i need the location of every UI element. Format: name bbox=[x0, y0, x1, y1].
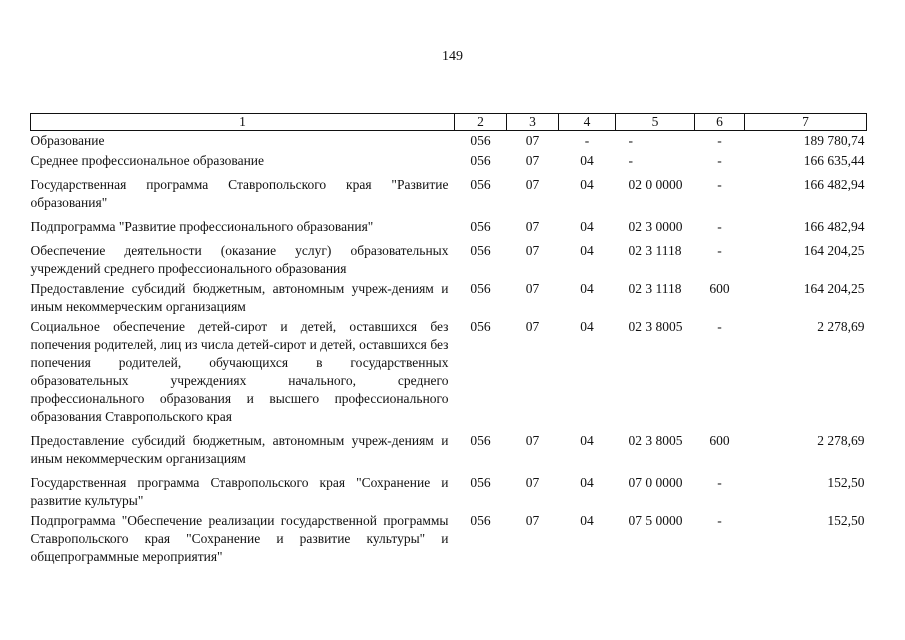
row-name-cell: Социальное обеспечение детей-сирот и детей, оставшихся без попечения родителей, лиц из числа детей-сирот и детей, оставшихся без попечения родителей, обучающихся в государственных образовательных учреждениях начального, среднего профессионального образования и высшего профессионального образования Ставропольского края bbox=[30, 319, 449, 424]
target-article-cell: 02 3 1118 bbox=[628, 281, 682, 296]
target-article-cell: 02 3 8005 bbox=[628, 319, 683, 334]
section-code-cell: 056 bbox=[470, 243, 491, 258]
target-article-cell: 02 3 8005 bbox=[628, 433, 683, 448]
row-name-cell: Предоставление субсидий бюджетным, автономным учреж-дениям и иным некоммерческим организациям bbox=[30, 281, 449, 314]
amount-cell: 2 278,69 bbox=[817, 433, 865, 448]
subsection-code-cell: 04 bbox=[580, 219, 594, 234]
expense-type-cell: - bbox=[717, 475, 722, 490]
target-article-cell: 02 0 0000 bbox=[628, 177, 683, 192]
row-name-cell: Подпрограмма "Развитие профессионального образования" bbox=[30, 219, 374, 234]
table-row bbox=[31, 241, 867, 279]
row-name-cell: Среднее профессиональное образование bbox=[30, 153, 265, 168]
subsection-code-cell: 04 bbox=[580, 513, 594, 528]
table-row bbox=[31, 317, 867, 431]
target-article-cell: 02 3 1118 bbox=[628, 243, 682, 258]
amount-cell: 166 635,44 bbox=[803, 153, 865, 168]
subsection-code-cell: 04 bbox=[580, 433, 594, 448]
subsection-code-cell: 04 bbox=[580, 319, 594, 334]
table-row bbox=[31, 175, 867, 217]
amount-cell: 152,50 bbox=[827, 513, 865, 528]
amount-cell: 2 278,69 bbox=[817, 319, 865, 334]
row-name-cell: Предоставление субсидий бюджетным, автономным учреж-дениям и иным некоммерческим организациям bbox=[30, 433, 449, 466]
chapter-code-cell: 07 bbox=[525, 243, 540, 258]
target-article-cell: 07 5 0000 bbox=[628, 513, 683, 528]
chapter-code-cell: 07 bbox=[525, 133, 540, 148]
amount-cell: 164 204,25 bbox=[803, 243, 865, 258]
target-article-cell: - bbox=[628, 133, 633, 148]
subsection-code-cell: 04 bbox=[580, 281, 594, 296]
table-body bbox=[31, 131, 867, 568]
chapter-code-cell: 07 bbox=[525, 475, 540, 490]
row-name-cell: Образование bbox=[30, 133, 105, 148]
column-header: 7 bbox=[745, 114, 867, 131]
table-row bbox=[31, 473, 867, 511]
amount-cell: 166 482,94 bbox=[803, 177, 865, 192]
expense-type-cell: - bbox=[717, 319, 722, 334]
chapter-code-cell: 07 bbox=[525, 219, 540, 234]
row-name-cell: Подпрограмма "Обеспечение реализации государственной программы Ставропольского края "Сохранение и развитие культуры" и общепрограммные мероприятия" bbox=[30, 513, 449, 564]
column-header: 3 bbox=[507, 114, 559, 131]
chapter-code-cell: 07 bbox=[525, 153, 540, 168]
section-code-cell: 056 bbox=[470, 319, 491, 334]
column-header: 4 bbox=[559, 114, 616, 131]
row-name-cell: Государственная программа Ставропольского края "Сохранение и развитие культуры" bbox=[30, 475, 449, 508]
expense-type-cell: - bbox=[717, 243, 722, 258]
target-article-cell: 02 3 0000 bbox=[628, 219, 683, 234]
section-code-cell: 056 bbox=[470, 281, 491, 296]
chapter-code-cell: 07 bbox=[525, 281, 540, 296]
page-number: 149 bbox=[442, 49, 463, 64]
amount-cell: 189 780,74 bbox=[803, 133, 865, 148]
amount-cell: 164 204,25 bbox=[803, 281, 865, 296]
subsection-code-cell: 04 bbox=[580, 475, 594, 490]
section-code-cell: 056 bbox=[470, 153, 491, 168]
target-article-cell: 07 0 0000 bbox=[628, 475, 683, 490]
chapter-code-cell: 07 bbox=[525, 433, 540, 448]
section-code-cell: 056 bbox=[470, 433, 491, 448]
expense-type-cell: - bbox=[717, 177, 722, 192]
amount-cell: 166 482,94 bbox=[803, 219, 865, 234]
table-row bbox=[31, 431, 867, 473]
subsection-code-cell: 04 bbox=[580, 177, 594, 192]
amount-cell: 152,50 bbox=[827, 475, 865, 490]
subsection-code-cell: - bbox=[584, 133, 590, 148]
section-code-cell: 056 bbox=[470, 513, 491, 528]
subsection-code-cell: 04 bbox=[580, 243, 594, 258]
target-article-cell: - bbox=[628, 153, 633, 168]
column-header: 2 bbox=[455, 114, 507, 131]
row-name-cell: Обеспечение деятельности (оказание услуг) образовательных учреждений среднего профессионального образования bbox=[30, 243, 449, 276]
expense-type-cell: - bbox=[717, 219, 722, 234]
expense-type-cell: - bbox=[717, 153, 722, 168]
table-row bbox=[31, 511, 867, 567]
section-code-cell: 056 bbox=[470, 133, 491, 148]
expense-type-cell: 600 bbox=[709, 281, 730, 296]
chapter-code-cell: 07 bbox=[525, 513, 540, 528]
column-header: 5 bbox=[616, 114, 695, 131]
section-code-cell: 056 bbox=[470, 219, 491, 234]
table-row bbox=[31, 131, 867, 152]
budget-table bbox=[30, 113, 867, 567]
section-code-cell: 056 bbox=[470, 475, 491, 490]
subsection-code-cell: 04 bbox=[580, 153, 594, 168]
column-header: 1 bbox=[31, 114, 455, 131]
expense-type-cell: - bbox=[717, 513, 722, 528]
chapter-code-cell: 07 bbox=[525, 177, 540, 192]
row-name-cell: Государственная программа Ставропольского края "Развитие образования" bbox=[30, 177, 449, 210]
table-row bbox=[31, 151, 867, 175]
expense-type-cell: - bbox=[717, 133, 722, 148]
chapter-code-cell: 07 bbox=[525, 319, 540, 334]
table-row bbox=[31, 279, 867, 317]
header-row bbox=[31, 114, 867, 131]
section-code-cell: 056 bbox=[470, 177, 491, 192]
column-header: 6 bbox=[695, 114, 745, 131]
expense-type-cell: 600 bbox=[709, 433, 730, 448]
table-row bbox=[31, 217, 867, 241]
